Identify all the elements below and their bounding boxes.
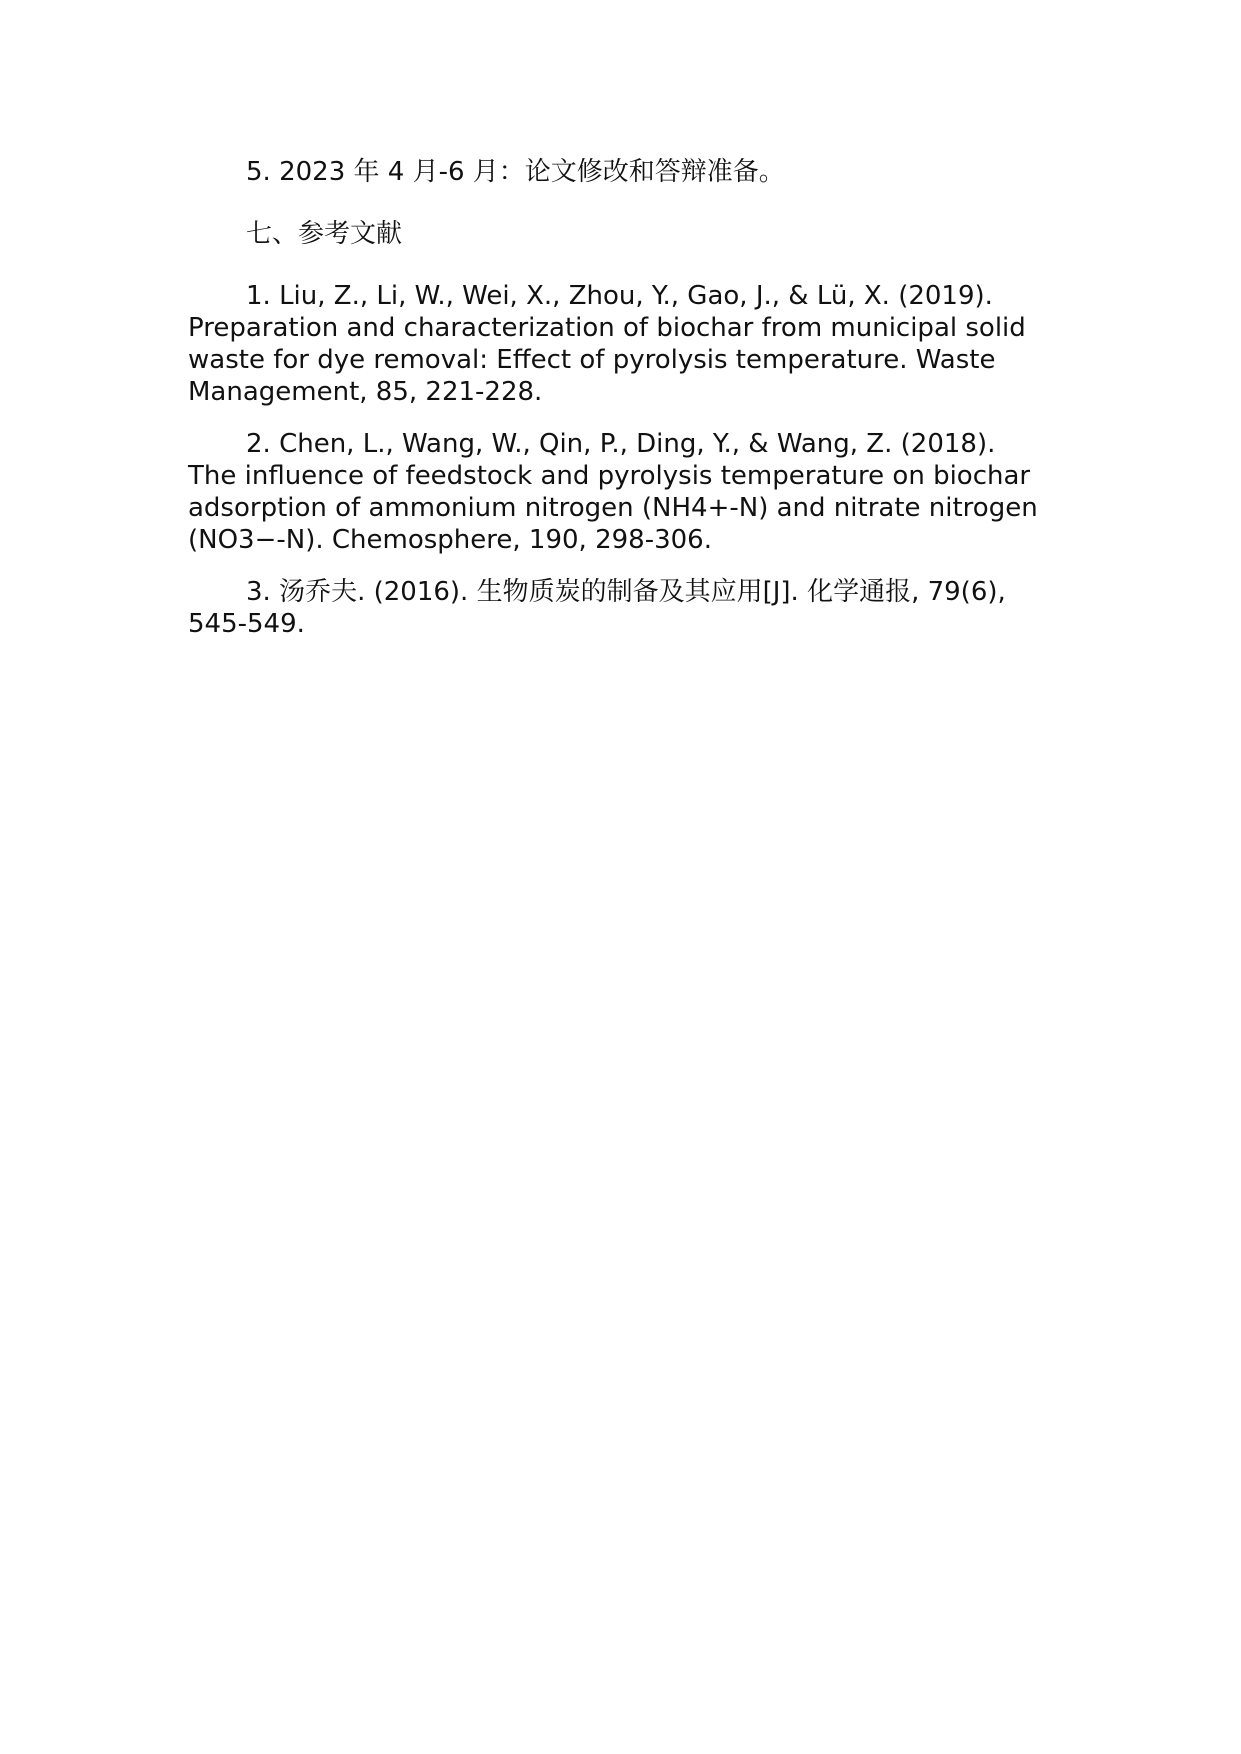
reference-item-3: 3. 汤乔夫. (2016). 生物质炭的制备及其应用[J]. 化学通报, 79(6), 545-549. xyxy=(188,577,1006,639)
reference-item-1: 1. Liu, Z., Li, W., Wei, X., Zhou, Y., Gao, J., & Lü, X. (2019). Preparation and characterization of biochar from municipal solid waste for dye removal: Effect of pyrolysis temperature. Waste Management, 85, 221-228. xyxy=(188,281,1026,407)
page-content xyxy=(188,156,1048,660)
reference-item-2: 2. Chen, L., Wang, W., Qin, P., Ding, Y., & Wang, Z. (2018). The influence of feedstock and pyrolysis temperature on biochar adsorption of ammonium nitrogen (NH4+-N) and nitrate nitrogen (NO3−-N). Chemosphere, 190, 298-306. xyxy=(188,429,1038,555)
timeline-item-5: 5. 2023 年 4 月-6 月：论文修改和答辩准备。 xyxy=(246,157,785,187)
references-heading: 七、参考文献 xyxy=(246,219,403,249)
